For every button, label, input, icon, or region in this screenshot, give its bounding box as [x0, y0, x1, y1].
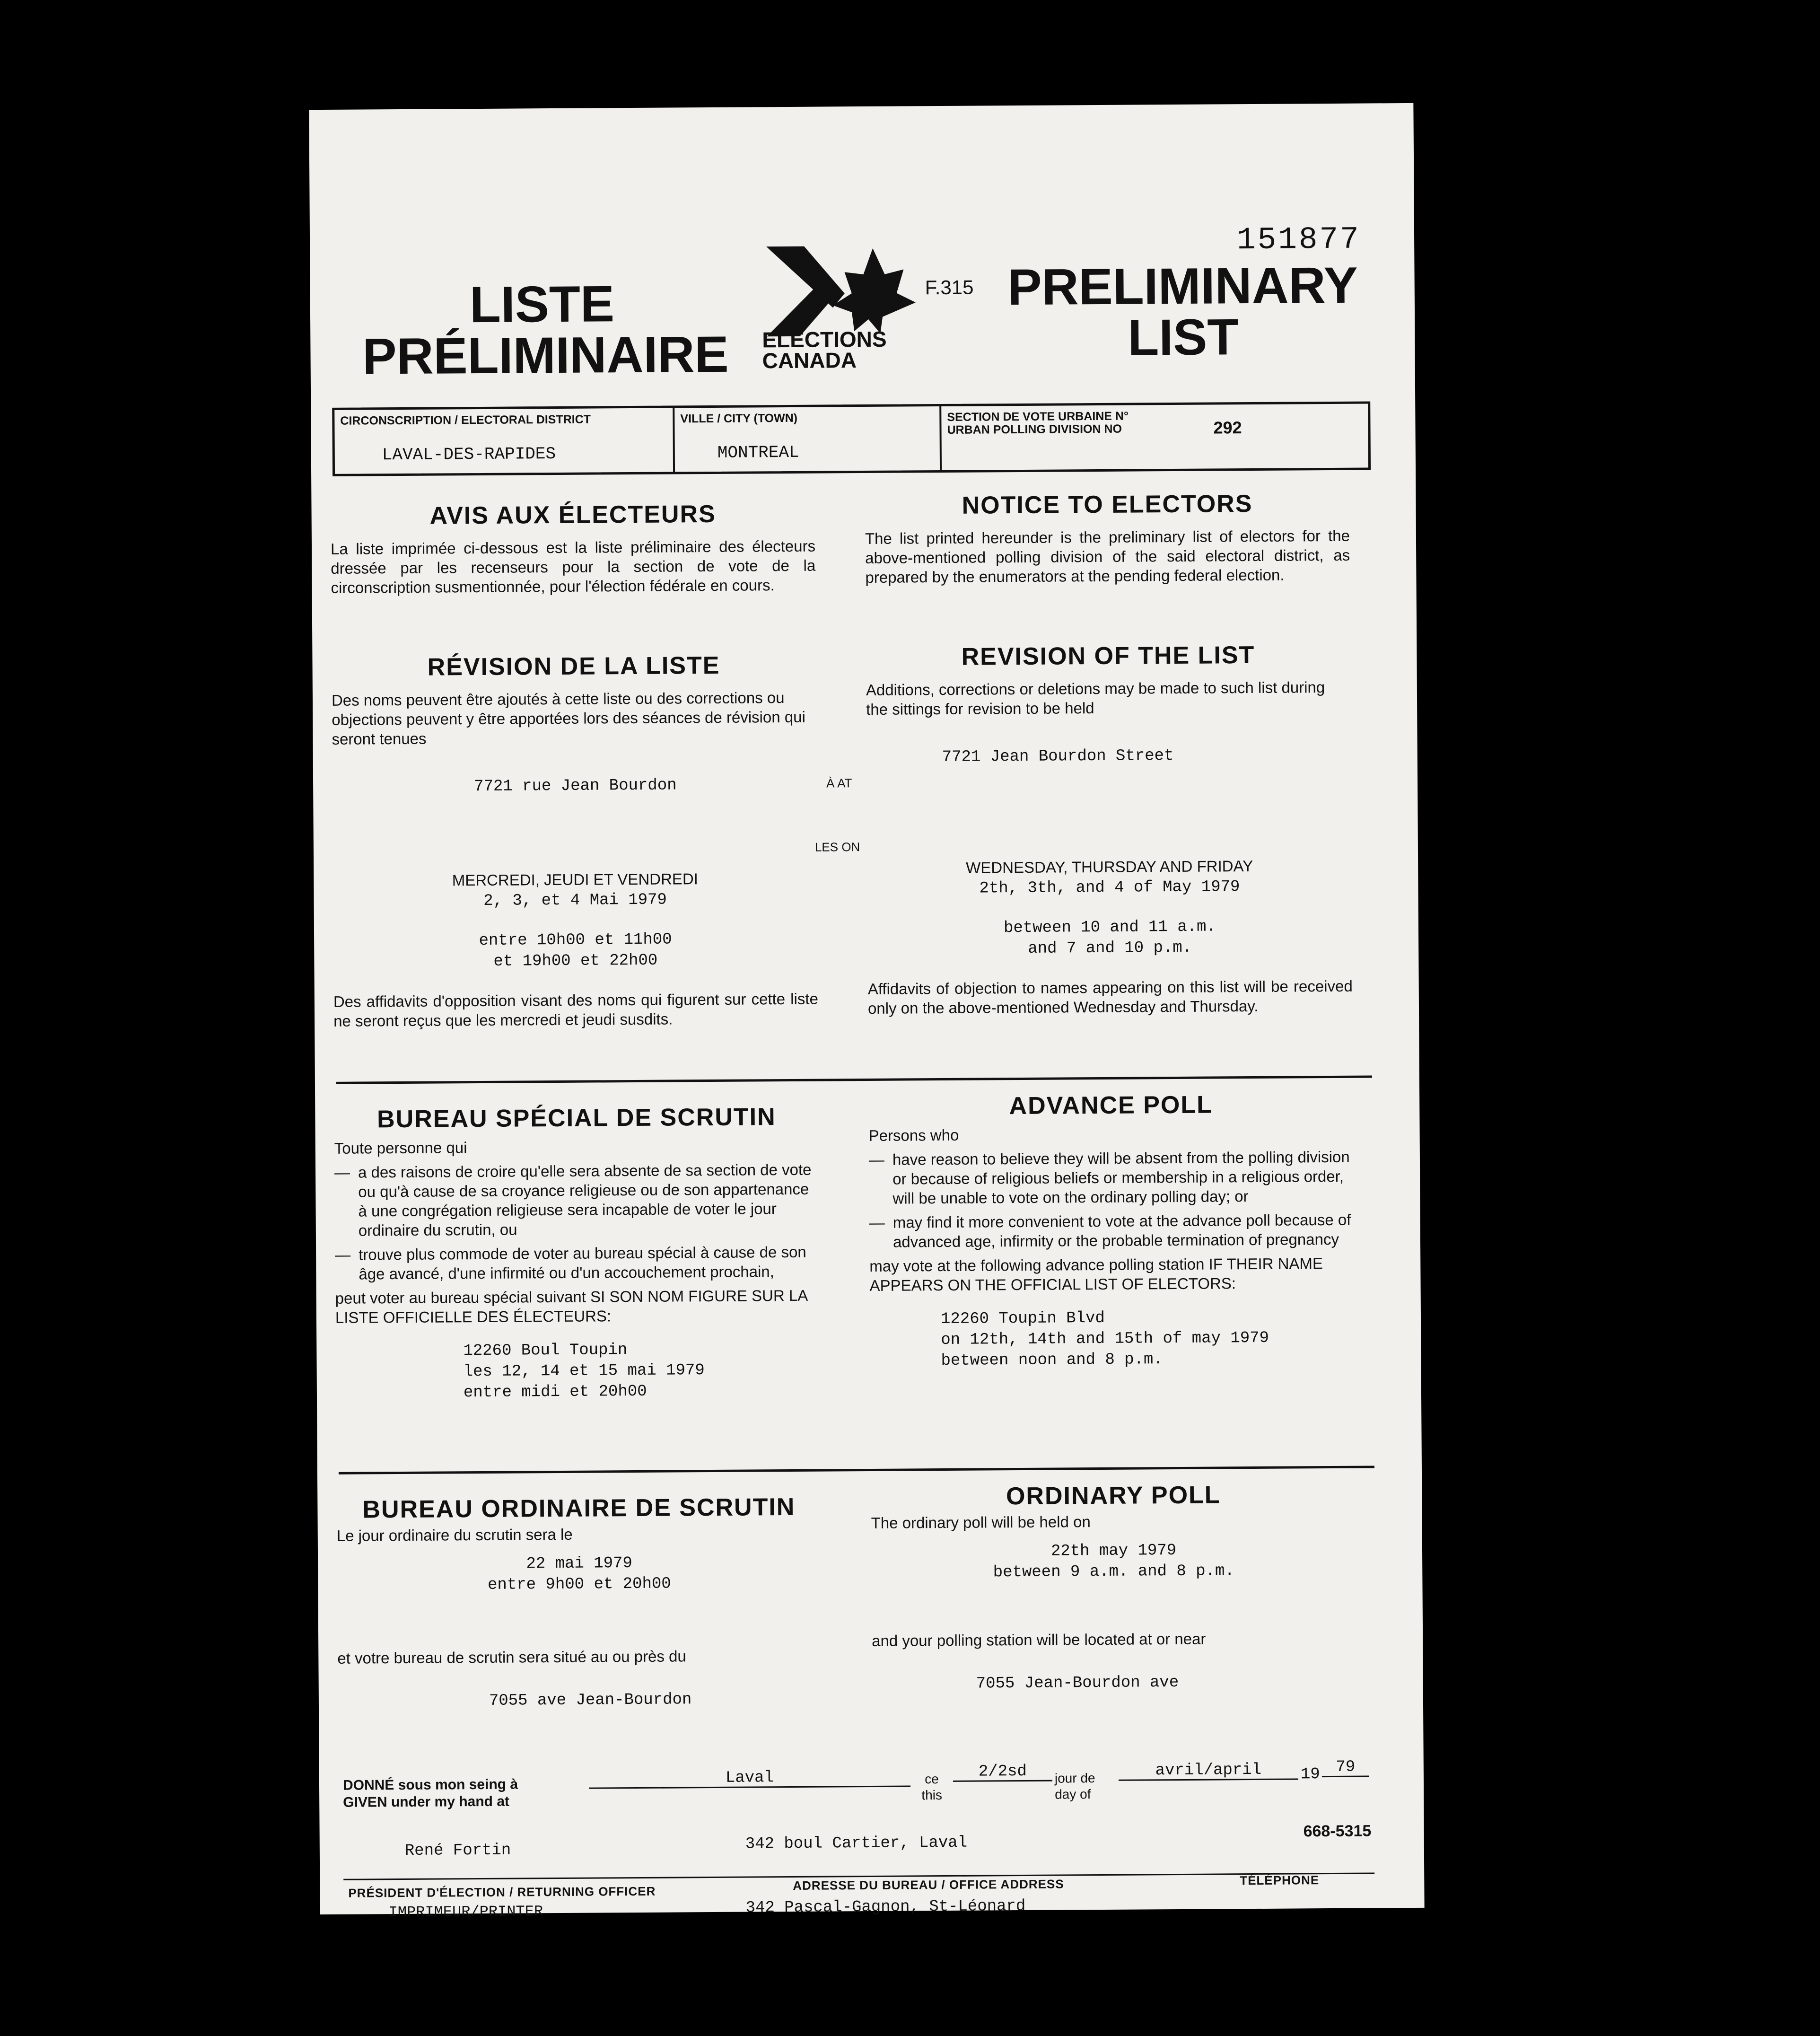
ordinary-en-date: 22th may 1979 [1050, 1542, 1177, 1561]
given-label-fr: DONNÉ sous mon seing à [342, 1776, 518, 1793]
ordinary-en-location-intro: and your polling station will be located at or near [872, 1630, 1206, 1650]
city-label: VILLE / CITY (TOWN) [680, 411, 798, 426]
ce-label: ce [925, 1772, 939, 1787]
division-label-en: URBAN POLLING DIVISION NO [947, 422, 1122, 437]
notice-fr-heading: AVIS AUX ÉLECTEURS [429, 500, 716, 530]
dash: — [335, 1246, 351, 1264]
telephone-number: 668-5315 [1303, 1822, 1372, 1841]
city-value: MONTREAL [717, 442, 799, 463]
logo-text-line1: ELECTIONS [762, 326, 887, 352]
district-cell [334, 408, 675, 474]
on-label: LES ON [814, 840, 860, 854]
revision-en-text: Additions, corrections or deletions may be made to such list during the sittings for revision to be held [866, 678, 1325, 718]
ordinary-fr-date: 22 mai 1979 [526, 1554, 632, 1573]
ordinary-en [871, 1480, 1357, 1695]
divider-1 [336, 1075, 1372, 1084]
revision-en-time-2: and 7 and 10 p.m. [1028, 939, 1192, 958]
given-label [343, 1776, 518, 1811]
revision-en [866, 641, 1351, 768]
title-fr-line1: LISTE [469, 275, 615, 333]
notice-en-heading: NOTICE TO ELECTORS [962, 490, 1253, 519]
revision-fr-time-2: et 19h00 et 22h00 [493, 951, 658, 971]
advance-fr-item-2 [335, 1242, 820, 1284]
district-label: CIRCONSCRIPTION / ELECTORAL DISTRICT [340, 412, 591, 428]
this-label: this [921, 1788, 943, 1803]
notice-fr [330, 500, 815, 597]
advance-en-time: between noon and 8 p.m. [941, 1351, 1163, 1370]
title-english [1000, 256, 1365, 366]
title-fr-line2: PRÉLIMINAIRE [362, 325, 729, 385]
advance-fr-outro: peut voter au bureau spécial suivant SI SON NOM FIGURE SUR LA LISTE OFFICIELLE DES ÉLECTEURS: [335, 1286, 807, 1326]
revision-en-time-1: between 10 and 11 a.m. [1003, 918, 1216, 938]
given-label-en: GIVEN under my hand at [343, 1793, 510, 1810]
division-cell [941, 404, 1368, 471]
revision-fr-time-1: entre 10h00 et 11h00 [479, 930, 672, 950]
officer-label: PRÉSIDENT D'ÉLECTION / RETURNING OFFICER [348, 1884, 656, 1900]
advance-en-item-1 [869, 1147, 1354, 1208]
revision-fr-text: Des noms peuvent être ajoutés à cette liste ou des corrections ou objections peuvent y être apportées lors des séances de révision qui seront tenues [331, 689, 805, 748]
officer-name: René Fortin [404, 1841, 511, 1860]
revision-fr-schedule [332, 869, 818, 1031]
advance-en-item-2 [869, 1210, 1354, 1252]
ordinary-fr-heading: BUREAU ORDINAIRE DE SCRUTIN [362, 1493, 796, 1524]
address-label: ADRESSE DU BUREAU / OFFICE ADDRESS [793, 1877, 1064, 1893]
title-french [362, 275, 729, 385]
advance-fr-dates: les 12, 14 et 15 mai 1979 [463, 1361, 705, 1381]
revision-fr-heading: RÉVISION DE LA LISTE [427, 651, 720, 681]
ce-this-label [910, 1771, 953, 1804]
advance-fr-intro: Toute personne qui [334, 1139, 467, 1157]
office-address: 342 boul Cartier, Laval [745, 1834, 968, 1853]
day-value: 2/2sd [978, 1762, 1027, 1781]
jour-de-text: jour de [1054, 1771, 1095, 1786]
advance-fr-item-2-text: trouve plus commode de voter au bureau spécial à cause de son âge avancé, d'une infirmité ou d'un accouchement prochain, [359, 1243, 806, 1283]
advance-en-address: 12260 Toupin Blvd [940, 1309, 1105, 1329]
place-value: Laval [725, 1769, 774, 1787]
year-value: 79 [1336, 1758, 1356, 1776]
logo-text [762, 328, 919, 371]
title-en-line1: PRELIMINARY [1007, 256, 1358, 316]
revision-en-heading: REVISION OF THE LIST [961, 641, 1255, 671]
revision-en-affidavit: Affidavits of objection to names appearing on this list will be received only on the above-mentioned Wednesday and Thursday. [867, 977, 1353, 1017]
ordinary-en-time: between 9 a.m. and 8 p.m. [993, 1562, 1234, 1582]
revision-en-address: 7721 Jean Bourdon Street [942, 747, 1174, 767]
ordinary-fr-time: entre 9h00 et 20h00 [487, 1575, 671, 1594]
serial-number: 151877 [1236, 221, 1361, 258]
advance-fr-item-1 [334, 1160, 820, 1240]
place-field [589, 1766, 910, 1789]
preliminary-list-form [309, 103, 1424, 1922]
ordinary-fr-intro: Le jour ordinaire du scrutin sera le [336, 1525, 573, 1545]
advance-en-item-1-text: have reason to believe they will be absent from the polling division or because of religious beliefs or membership in a religious order, will be unable to vote on the ordinary polling day; or [892, 1148, 1350, 1207]
title-en-line2: LIST [1127, 308, 1239, 366]
form-number: F.315 [925, 276, 974, 299]
telephone-label: TÉLÉPHONE [1240, 1873, 1320, 1888]
ordinary-en-intro: The ordinary poll will be held on [871, 1513, 1091, 1532]
revision-fr-days: MERCREDI, JEUDI ET VENDREDI [452, 870, 698, 889]
at-label: À AT [826, 776, 852, 790]
dash: — [868, 1150, 885, 1168]
revision-fr-address: 7721 rue Jean Bourdon [474, 776, 677, 796]
ordinary-fr-location: 7055 ave Jean-Bourdon [489, 1691, 692, 1710]
divider-2 [339, 1466, 1374, 1474]
day-of-text: day of [1055, 1787, 1091, 1802]
advance-fr-heading: BUREAU SPÉCIAL DE SCRUTIN [376, 1103, 776, 1133]
logo-text-line2: CANADA [762, 348, 857, 373]
ordinary-fr [336, 1493, 822, 1712]
advance-en [868, 1090, 1355, 1372]
year-field [1322, 1757, 1369, 1778]
division-label [947, 410, 1129, 437]
revision-en-days: WEDNESDAY, THURSDAY AND FRIDAY [966, 857, 1253, 877]
advance-en-dates: on 12th, 14th and 15th of may 1979 [941, 1329, 1269, 1350]
ordinary-en-heading: ORDINARY POLL [1006, 1481, 1221, 1510]
advance-fr-location [335, 1339, 821, 1404]
notice-fr-text: La liste imprimée ci-dessous est la liste préliminaire des électeurs dressée par les recenseurs pour la section de vote de la circonscription susmentionnée, pour l'élection fédérale en cours. [330, 537, 816, 597]
revision-fr-affidavit: Des affidavits d'opposition visant des noms qui figurent sur cette liste ne seront reçus que les mercredi et jeudi susdits. [333, 990, 818, 1030]
notice-en-text: The list printed hereunder is the preliminary list of electors for the above-mentioned polling division of the said electoral district, as prepared by the enumerators at the pending federal election. [865, 527, 1350, 587]
advance-en-location [870, 1307, 1355, 1372]
header-info-box [332, 401, 1371, 476]
division-label-fr: SECTION DE VOTE URBAINE N° [947, 409, 1129, 424]
advance-fr-item-1-text: a des raisons de croire qu'elle sera absente de sa section de vote ou qu'à cause de sa croyance religieuse ou de son appartenance à une congrégation religieuse sera incapable de voter le jour ordinaire du scrutin, ou [358, 1160, 812, 1239]
ordinary-fr-location-intro: et votre bureau de scrutin sera situé au ou près du [337, 1647, 686, 1667]
division-value: 292 [1213, 418, 1242, 438]
revision-en-schedule [867, 856, 1353, 1018]
year-prefix: 19 [1300, 1765, 1320, 1784]
advance-fr-time: entre midi et 20h00 [463, 1382, 647, 1402]
printer-address: 342 Pascal-Gagnon, St-Léonard [745, 1897, 1026, 1917]
dash: — [334, 1163, 350, 1181]
dash: — [869, 1213, 885, 1231]
revision-en-dates: 2th, 3th, and 4 of May 1979 [979, 878, 1240, 898]
advance-en-heading: ADVANCE POLL [1009, 1091, 1213, 1120]
advance-fr [334, 1103, 821, 1404]
advance-en-outro: may vote at the following advance polling station IF THEIR NAME APPEARS ON THE OFFICIAL LIST OF ELECTORS: [869, 1255, 1323, 1294]
month-field [1119, 1759, 1298, 1781]
printer-label: IMPRIMEUR/PRINTER [388, 1903, 543, 1922]
month-value: avril/april [1155, 1761, 1262, 1780]
advance-en-intro: Persons who [868, 1126, 959, 1144]
district-value: LAVAL-DES-RAPIDES [382, 444, 556, 465]
city-cell [674, 406, 942, 472]
revision-fr [331, 651, 817, 798]
ordinary-en-location: 7055 Jean-Bourdon ave [976, 1673, 1179, 1693]
jour-de-label [1055, 1770, 1116, 1803]
advance-fr-address: 12260 Boul Toupin [463, 1341, 628, 1360]
notice-en [865, 489, 1350, 587]
revision-fr-dates: 2, 3, et 4 Mai 1979 [483, 891, 667, 910]
day-field [953, 1761, 1052, 1782]
advance-en-item-2-text: may find it more convenient to vote at the advance poll because of advanced age, infirmity or the probable termination of pregnancy [892, 1211, 1351, 1251]
